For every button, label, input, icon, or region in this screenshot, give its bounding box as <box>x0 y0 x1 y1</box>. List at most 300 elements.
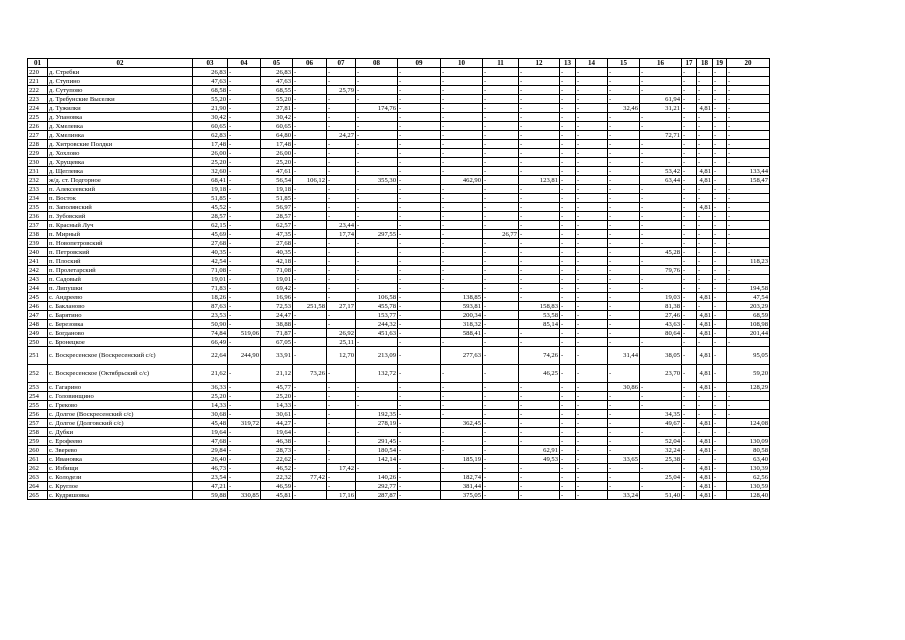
value-cell: 174,76 <box>356 104 398 113</box>
value-cell: - <box>697 257 713 266</box>
value-cell: 33,65 <box>608 455 640 464</box>
value-cell: - <box>293 257 327 266</box>
value-cell: - <box>228 149 261 158</box>
value-cell: 62,83 <box>193 131 228 140</box>
value-cell: - <box>293 320 327 329</box>
value-cell: - <box>576 383 608 392</box>
value-cell: - <box>441 194 483 203</box>
value-cell: - <box>560 347 576 365</box>
value-cell: - <box>228 365 261 383</box>
value-cell: - <box>327 266 356 275</box>
value-cell: - <box>483 482 519 491</box>
value-cell: - <box>560 203 576 212</box>
value-cell: - <box>576 365 608 383</box>
value-cell: - <box>697 122 713 131</box>
value-cell: - <box>697 401 713 410</box>
settlement-name-cell: д. Стребки <box>48 68 193 77</box>
data-table <box>27 58 770 500</box>
value-cell: - <box>560 140 576 149</box>
value-cell: 21,90 <box>193 104 228 113</box>
value-cell: 588,41 <box>441 329 483 338</box>
value-cell: 33,24 <box>608 491 640 500</box>
value-cell: - <box>327 203 356 212</box>
value-cell: - <box>293 482 327 491</box>
value-cell: - <box>560 77 576 86</box>
value-cell: - <box>560 320 576 329</box>
table-row <box>28 401 770 410</box>
row-number-cell: 229 <box>28 149 48 158</box>
value-cell: - <box>608 446 640 455</box>
value-cell: 81,38 <box>640 302 682 311</box>
row-number-cell: 246 <box>28 302 48 311</box>
settlement-name-cell: с. Кудряшовка <box>48 491 193 500</box>
table-row <box>28 302 770 311</box>
value-cell: - <box>228 311 261 320</box>
value-cell: - <box>228 455 261 464</box>
value-cell: 4,81 <box>697 311 713 320</box>
value-cell: - <box>697 284 713 293</box>
row-number-cell: 239 <box>28 239 48 248</box>
table-body <box>28 59 770 500</box>
value-cell: - <box>398 437 441 446</box>
value-cell: 25,04 <box>640 473 682 482</box>
value-cell: - <box>327 383 356 392</box>
value-cell: - <box>576 194 608 203</box>
value-cell: 68,41 <box>193 176 228 185</box>
value-cell: - <box>356 338 398 347</box>
value-cell: - <box>356 284 398 293</box>
value-cell: - <box>398 338 441 347</box>
value-cell: - <box>293 293 327 302</box>
value-cell: - <box>727 68 770 77</box>
settlement-name-cell: с. Гагарино <box>48 383 193 392</box>
value-cell: - <box>576 221 608 230</box>
value-cell: - <box>483 104 519 113</box>
value-cell: 68,59 <box>727 311 770 320</box>
value-cell: - <box>519 230 560 239</box>
value-cell: - <box>441 140 483 149</box>
value-cell: - <box>576 446 608 455</box>
value-cell: - <box>441 221 483 230</box>
value-cell: 4,81 <box>697 320 713 329</box>
table-row <box>28 158 770 167</box>
value-cell: - <box>713 410 727 419</box>
value-cell: - <box>398 365 441 383</box>
value-cell: - <box>576 473 608 482</box>
value-cell: 4,81 <box>697 104 713 113</box>
value-cell: - <box>441 266 483 275</box>
value-cell: - <box>293 230 327 239</box>
value-cell: - <box>519 248 560 257</box>
value-cell: 19,18 <box>261 185 293 194</box>
value-cell: - <box>519 284 560 293</box>
value-cell: - <box>713 473 727 482</box>
value-cell: 26,40 <box>193 455 228 464</box>
value-cell: - <box>519 257 560 266</box>
value-cell: - <box>293 95 327 104</box>
value-cell: - <box>560 221 576 230</box>
value-cell: 44,27 <box>261 419 293 428</box>
value-cell: - <box>682 491 697 500</box>
value-cell: - <box>398 113 441 122</box>
value-cell: - <box>441 284 483 293</box>
row-number-cell: 243 <box>28 275 48 284</box>
row-number-cell: 264 <box>28 482 48 491</box>
value-cell: 21,12 <box>261 365 293 383</box>
value-cell: - <box>640 158 682 167</box>
value-cell: 47,35 <box>261 230 293 239</box>
settlement-name-cell: д. Хмелевка <box>48 122 193 131</box>
value-cell: - <box>727 392 770 401</box>
value-cell: 46,59 <box>261 482 293 491</box>
value-cell: - <box>293 383 327 392</box>
value-cell: - <box>483 176 519 185</box>
value-cell: - <box>727 122 770 131</box>
value-cell: - <box>398 221 441 230</box>
column-header: 06 <box>293 59 327 68</box>
value-cell: 23,54 <box>193 473 228 482</box>
column-header: 10 <box>441 59 483 68</box>
table-row <box>28 329 770 338</box>
value-cell: 22,64 <box>193 347 228 365</box>
value-cell: 42,18 <box>261 257 293 266</box>
settlement-name-cell: с. Бронецкое <box>48 338 193 347</box>
value-cell: 4,81 <box>697 482 713 491</box>
value-cell: - <box>398 428 441 437</box>
value-cell: - <box>441 338 483 347</box>
value-cell: - <box>640 77 682 86</box>
value-cell: - <box>228 248 261 257</box>
value-cell: 53,42 <box>640 167 682 176</box>
value-cell: - <box>560 293 576 302</box>
row-number-cell: 235 <box>28 203 48 212</box>
value-cell: - <box>697 185 713 194</box>
value-cell: - <box>356 383 398 392</box>
value-cell: - <box>608 194 640 203</box>
value-cell: - <box>519 473 560 482</box>
value-cell: - <box>713 437 727 446</box>
settlement-name-cell: с. Дубки <box>48 428 193 437</box>
value-cell: 23,44 <box>327 221 356 230</box>
value-cell: 67,05 <box>261 338 293 347</box>
value-cell: 319,72 <box>228 419 261 428</box>
value-cell: - <box>519 68 560 77</box>
value-cell: - <box>398 275 441 284</box>
settlement-name-cell: с. Березовка <box>48 320 193 329</box>
row-number-cell: 245 <box>28 293 48 302</box>
value-cell: 291,45 <box>356 437 398 446</box>
value-cell: - <box>727 95 770 104</box>
value-cell: 45,77 <box>261 383 293 392</box>
table-row <box>28 446 770 455</box>
value-cell: - <box>519 140 560 149</box>
value-cell: - <box>697 248 713 257</box>
value-cell: - <box>398 293 441 302</box>
value-cell: 158,47 <box>727 176 770 185</box>
value-cell: - <box>483 329 519 338</box>
value-cell: - <box>608 158 640 167</box>
value-cell: - <box>682 257 697 266</box>
table-row <box>28 266 770 275</box>
value-cell: 26,00 <box>261 149 293 158</box>
value-cell: - <box>356 428 398 437</box>
value-cell: - <box>682 149 697 158</box>
value-cell: - <box>441 158 483 167</box>
value-cell: 133,44 <box>727 167 770 176</box>
value-cell: - <box>398 266 441 275</box>
value-cell: 106,58 <box>356 293 398 302</box>
value-cell: 26,92 <box>327 329 356 338</box>
value-cell: - <box>356 194 398 203</box>
value-cell: - <box>576 185 608 194</box>
value-cell: - <box>327 311 356 320</box>
value-cell: - <box>398 455 441 464</box>
value-cell: - <box>608 482 640 491</box>
row-number-cell: 240 <box>28 248 48 257</box>
value-cell: - <box>640 239 682 248</box>
column-header: 05 <box>261 59 293 68</box>
value-cell: - <box>576 212 608 221</box>
value-cell: - <box>293 212 327 221</box>
value-cell: - <box>682 338 697 347</box>
value-cell: - <box>713 194 727 203</box>
value-cell: - <box>576 158 608 167</box>
value-cell: 45,28 <box>640 248 682 257</box>
value-cell: 30,86 <box>608 383 640 392</box>
value-cell: - <box>608 437 640 446</box>
value-cell: - <box>682 365 697 383</box>
value-cell: - <box>560 392 576 401</box>
value-cell: 74,84 <box>193 329 228 338</box>
value-cell: - <box>560 230 576 239</box>
value-cell: - <box>519 383 560 392</box>
value-cell: - <box>483 149 519 158</box>
row-number-cell: 261 <box>28 455 48 464</box>
value-cell: 22,32 <box>261 473 293 482</box>
column-header: 09 <box>398 59 441 68</box>
value-cell: 118,23 <box>727 257 770 266</box>
value-cell: 24,47 <box>261 311 293 320</box>
value-cell: - <box>483 122 519 131</box>
value-cell: - <box>293 428 327 437</box>
table-row <box>28 383 770 392</box>
value-cell: - <box>228 293 261 302</box>
value-cell: - <box>576 149 608 158</box>
row-number-cell: 248 <box>28 320 48 329</box>
value-cell: - <box>682 176 697 185</box>
value-cell: 46,73 <box>193 464 228 473</box>
value-cell: 123,81 <box>519 176 560 185</box>
value-cell: - <box>356 185 398 194</box>
value-cell: - <box>713 320 727 329</box>
value-cell: 25,20 <box>193 158 228 167</box>
value-cell: 330,85 <box>228 491 261 500</box>
value-cell: 38,88 <box>261 320 293 329</box>
value-cell: 30,42 <box>261 113 293 122</box>
value-cell: - <box>682 347 697 365</box>
value-cell: 142,14 <box>356 455 398 464</box>
column-header: 02 <box>48 59 193 68</box>
value-cell: - <box>576 437 608 446</box>
value-cell: - <box>560 338 576 347</box>
value-cell: - <box>713 464 727 473</box>
value-cell: - <box>398 401 441 410</box>
value-cell: - <box>697 239 713 248</box>
value-cell: - <box>560 95 576 104</box>
value-cell: - <box>560 428 576 437</box>
value-cell: 4,81 <box>697 176 713 185</box>
value-cell: 18,26 <box>193 293 228 302</box>
value-cell: - <box>398 347 441 365</box>
settlement-name-cell: п. Липушки <box>48 284 193 293</box>
value-cell: - <box>576 77 608 86</box>
value-cell: - <box>398 257 441 266</box>
value-cell: - <box>293 248 327 257</box>
value-cell: 213,09 <box>356 347 398 365</box>
value-cell: - <box>483 464 519 473</box>
table-row <box>28 320 770 329</box>
value-cell: - <box>356 248 398 257</box>
value-cell: 19,64 <box>193 428 228 437</box>
value-cell: - <box>697 275 713 284</box>
value-cell: - <box>327 104 356 113</box>
value-cell: - <box>441 86 483 95</box>
value-cell: - <box>576 104 608 113</box>
row-number-cell: 227 <box>28 131 48 140</box>
settlement-name-cell: п. Красный Луч <box>48 221 193 230</box>
value-cell: - <box>327 455 356 464</box>
value-cell: 124,08 <box>727 419 770 428</box>
value-cell: 77,42 <box>293 473 327 482</box>
settlement-name-cell: п. Петровский <box>48 248 193 257</box>
table-row <box>28 221 770 230</box>
value-cell: - <box>327 68 356 77</box>
value-cell: - <box>576 167 608 176</box>
value-cell: - <box>519 95 560 104</box>
value-cell: - <box>228 320 261 329</box>
value-cell: - <box>608 257 640 266</box>
value-cell: - <box>713 311 727 320</box>
value-cell: - <box>727 158 770 167</box>
settlement-name-cell: п. Заполянский <box>48 203 193 212</box>
value-cell: - <box>398 176 441 185</box>
value-cell: - <box>293 437 327 446</box>
value-cell: - <box>682 140 697 149</box>
value-cell: - <box>640 113 682 122</box>
value-cell: - <box>560 491 576 500</box>
value-cell: - <box>576 176 608 185</box>
value-cell: - <box>483 347 519 365</box>
value-cell: - <box>228 401 261 410</box>
value-cell: - <box>327 149 356 158</box>
value-cell: 128,40 <box>727 491 770 500</box>
value-cell: - <box>560 167 576 176</box>
value-cell: - <box>293 113 327 122</box>
value-cell: - <box>483 428 519 437</box>
row-number-cell: 242 <box>28 266 48 275</box>
value-cell: 72,71 <box>640 131 682 140</box>
value-cell: - <box>682 131 697 140</box>
value-cell: - <box>441 77 483 86</box>
value-cell: 66,49 <box>193 338 228 347</box>
value-cell: - <box>713 230 727 239</box>
value-cell: - <box>228 221 261 230</box>
settlement-name-cell: д. Хмелинка <box>48 131 193 140</box>
value-cell: - <box>441 230 483 239</box>
settlement-name-cell: д. Хитровские Полдки <box>48 140 193 149</box>
table-row <box>28 428 770 437</box>
value-cell: 4,81 <box>697 347 713 365</box>
value-cell: - <box>576 419 608 428</box>
value-cell: - <box>356 401 398 410</box>
settlement-name-cell: с. Греково <box>48 401 193 410</box>
value-cell: - <box>327 410 356 419</box>
value-cell: - <box>608 77 640 86</box>
value-cell: - <box>560 329 576 338</box>
value-cell: - <box>483 491 519 500</box>
value-cell: 56,97 <box>261 203 293 212</box>
row-number-cell: 249 <box>28 329 48 338</box>
value-cell: 278,19 <box>356 419 398 428</box>
value-cell: 30,68 <box>193 410 228 419</box>
value-cell: 375,05 <box>441 491 483 500</box>
value-cell: - <box>697 149 713 158</box>
value-cell: - <box>441 68 483 77</box>
value-cell: 277,63 <box>441 347 483 365</box>
value-cell: - <box>608 338 640 347</box>
value-cell: - <box>682 158 697 167</box>
value-cell: - <box>293 329 327 338</box>
value-cell: - <box>293 419 327 428</box>
value-cell: - <box>327 122 356 131</box>
settlement-name-cell: с. Барятино <box>48 311 193 320</box>
column-header: 18 <box>697 59 713 68</box>
value-cell: - <box>327 320 356 329</box>
value-cell: - <box>560 302 576 311</box>
value-cell: - <box>483 446 519 455</box>
value-cell: 194,58 <box>727 284 770 293</box>
value-cell: - <box>560 410 576 419</box>
value-cell: - <box>713 419 727 428</box>
value-cell: - <box>483 383 519 392</box>
value-cell: - <box>398 86 441 95</box>
value-cell: - <box>640 482 682 491</box>
value-cell: - <box>713 167 727 176</box>
value-cell: 25,20 <box>193 392 228 401</box>
value-cell: 4,81 <box>697 437 713 446</box>
value-cell: - <box>560 86 576 95</box>
value-cell: - <box>576 86 608 95</box>
value-cell: - <box>727 149 770 158</box>
value-cell: 14,33 <box>193 401 228 410</box>
value-cell: - <box>228 473 261 482</box>
value-cell: - <box>560 257 576 266</box>
value-cell: - <box>608 293 640 302</box>
value-cell: - <box>560 401 576 410</box>
value-cell: - <box>228 302 261 311</box>
settlement-name-cell: п. Алексеевский <box>48 185 193 194</box>
value-cell: 51,85 <box>193 194 228 203</box>
value-cell: - <box>576 338 608 347</box>
table-row <box>28 248 770 257</box>
value-cell: - <box>640 122 682 131</box>
value-cell: - <box>293 284 327 293</box>
value-cell: - <box>483 248 519 257</box>
row-number-cell: 228 <box>28 140 48 149</box>
settlement-name-cell: п. Садовый <box>48 275 193 284</box>
settlement-name-cell: п. Пролетарский <box>48 266 193 275</box>
value-cell: - <box>560 455 576 464</box>
